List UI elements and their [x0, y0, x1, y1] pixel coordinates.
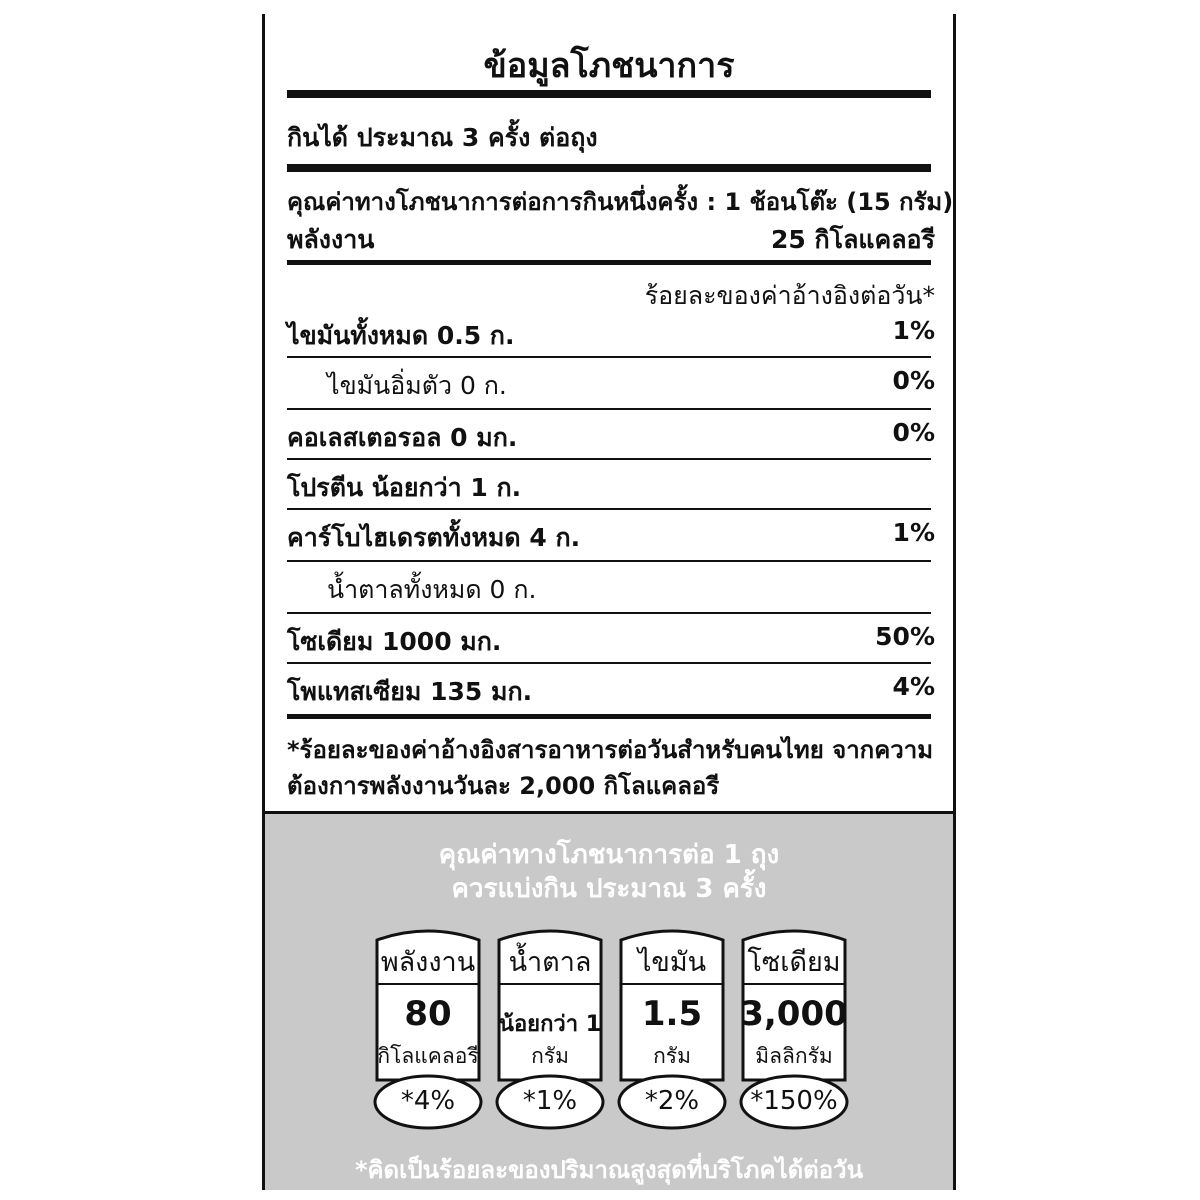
- divider: [287, 612, 931, 614]
- gda-unit: กรัม: [531, 1044, 569, 1068]
- gda-unit: กิโลแคลอรี: [377, 1044, 479, 1068]
- nutrient-percent: 1%: [892, 316, 935, 345]
- gda-percent: *4%: [400, 1086, 456, 1116]
- gda-value: 80: [404, 994, 452, 1034]
- energy-value: 25 กิโลแคลอรี: [771, 225, 935, 254]
- serving-size: คุณค่าทางโภชนาการต่อการกินหนึ่งครั้ง : 1 ช้อนโต๊ะ (15 กรัม): [287, 188, 954, 216]
- nutrient-percent: 0%: [892, 418, 935, 447]
- gda-card-sodium: [737, 922, 851, 1132]
- nutrient-row: [287, 672, 935, 706]
- gda-label: ไขมัน: [637, 947, 707, 978]
- gda-label: น้ำตาล: [508, 947, 592, 978]
- gda-panel: [265, 814, 953, 1190]
- divider: [287, 714, 931, 719]
- gda-label: โซเดียม: [747, 947, 841, 978]
- divider: [287, 356, 931, 358]
- nutrient-percent: 50%: [875, 622, 935, 651]
- panel-title: ข้อมูลโภชนาการ: [483, 46, 735, 86]
- nutrient-row: [287, 570, 935, 604]
- gda-value: 1.5: [641, 994, 703, 1034]
- nutrient-name: น้ำตาลทั้งหมด 0 ก.: [327, 575, 537, 604]
- gda-footnote: *คิดเป็นร้อยละของปริมาณสูงสุดที่บริโภคได้ต่อวัน: [354, 1156, 864, 1184]
- nutrient-row: [287, 518, 935, 552]
- divider: [287, 90, 931, 98]
- nutrient-row: [287, 316, 935, 350]
- nutrient-name: คอเลสเตอรอล 0 มก.: [287, 423, 518, 452]
- gda-value: น้อยกว่า 1: [498, 1012, 602, 1037]
- gda-card-sugar: [493, 922, 607, 1132]
- divider: [287, 508, 931, 510]
- footnote-line-2: ต้องการพลังงานวันละ 2,000 กิโลแคลอรี: [287, 772, 720, 800]
- gda-heading-2: ควรแบ่งกิน ประมาณ 3 ครั้ง: [451, 874, 767, 904]
- nutrient-name: ไขมันทั้งหมด 0.5 ก.: [287, 321, 515, 350]
- gda-label: พลังงาน: [380, 947, 476, 978]
- gda-card-fat: [615, 922, 729, 1132]
- nutrient-name: โปรตีน น้อยกว่า 1 ก.: [287, 473, 522, 502]
- nutrient-row: [287, 468, 935, 502]
- gda-unit: มิลลิกรัม: [755, 1044, 833, 1068]
- nutrient-name: โพแทสเซียม 135 มก.: [287, 677, 533, 706]
- nutrient-percent: 1%: [892, 518, 935, 547]
- nutrient-name: โซเดียม 1000 มก.: [287, 627, 502, 656]
- divider: [287, 662, 931, 664]
- divider: [287, 260, 931, 265]
- divider: [287, 408, 931, 410]
- nutrient-name: คาร์โบไฮเดรตทั้งหมด 4 ก.: [287, 523, 581, 552]
- footnote-line-1: *ร้อยละของค่าอ้างอิงสารอาหารต่อวันสำหรับคนไทย จากความ: [287, 736, 934, 764]
- divider: [287, 560, 931, 562]
- gda-percent: *150%: [750, 1086, 838, 1116]
- nutrition-facts-panel: [265, 14, 953, 814]
- nutrient-row: [287, 622, 935, 656]
- nutrient-percent: 0%: [892, 366, 935, 395]
- nutrition-label: [262, 14, 956, 1190]
- nutrient-row: [287, 366, 935, 400]
- gda-percent: *1%: [522, 1086, 578, 1116]
- servings-per-pack: กินได้ ประมาณ 3 ครั้ง ต่อถุง: [287, 123, 598, 152]
- gda-card-energy: [371, 922, 485, 1132]
- nutrient-name: ไขมันอิ่มตัว 0 ก.: [327, 371, 507, 400]
- gda-heading-1: คุณค่าทางโภชนาการต่อ 1 ถุง: [438, 840, 780, 870]
- nutrient-row: [287, 418, 935, 452]
- gda-unit: กรัม: [653, 1044, 691, 1068]
- energy-label: พลังงาน: [287, 225, 375, 254]
- nutrient-percent: 4%: [892, 672, 935, 701]
- gda-percent: *2%: [644, 1086, 700, 1116]
- divider: [287, 164, 931, 172]
- divider: [287, 458, 931, 460]
- daily-value-header: ร้อยละของค่าอ้างอิงต่อวัน*: [644, 281, 935, 310]
- gda-value: 3,000: [740, 994, 848, 1034]
